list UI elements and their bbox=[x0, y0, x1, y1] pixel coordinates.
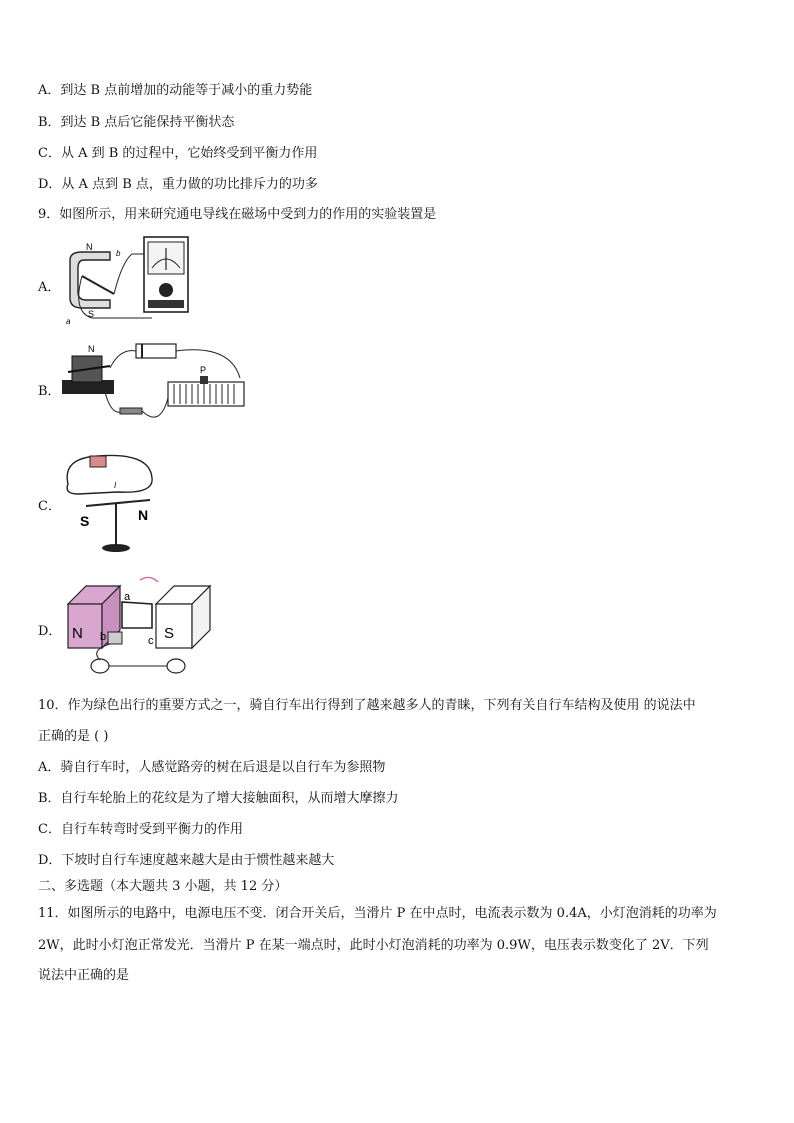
battery bbox=[90, 456, 106, 467]
wire-loop bbox=[67, 455, 152, 494]
q9-option-a-label: A． bbox=[38, 280, 61, 295]
galvanometer-knob bbox=[159, 283, 173, 297]
fig-b-p-label: P bbox=[200, 365, 207, 375]
fig-a-a-label: a bbox=[66, 317, 71, 326]
commutator bbox=[108, 632, 122, 644]
fig-a-n-label: N bbox=[86, 242, 93, 252]
q8-option-c: C．从 A 到 B 的过程中，它始终受到平衡力作用 bbox=[38, 146, 318, 161]
q9-option-d-label: D． bbox=[38, 624, 62, 639]
fig-d-c-label: c bbox=[148, 635, 154, 647]
q8-option-d: D．从 A 点到 B 点，重力做的功比排斥力的功多 bbox=[38, 177, 318, 192]
fig-c-n-label: N bbox=[138, 507, 149, 523]
fig-c-s-label: S bbox=[80, 513, 90, 529]
q11-stem-line1: 11．如图所示的电路中，电源电压不变．闭合开关后，当滑片 P 在中点时，电流表示数为 0.4A，小灯泡消耗的功率为 bbox=[38, 906, 717, 921]
brush-right bbox=[167, 659, 185, 673]
q8-option-b: B．到达 B 点后它能保持平衡状态 bbox=[38, 115, 235, 130]
fig-a-s-label: S bbox=[88, 309, 95, 319]
fig-d-a-label: a bbox=[124, 591, 131, 603]
rheostat bbox=[168, 382, 244, 406]
section-heading-multiple-choice: 二、多选题（本大题共 3 小题，共 12 分） bbox=[38, 879, 288, 894]
fig-d-n-label: N bbox=[72, 625, 83, 642]
q10-option-a: A．骑自行车时，人感觉路旁的树在后退是以自行车为参照物 bbox=[38, 760, 386, 775]
q10-option-c: C．自行车转弯时受到平衡力的作用 bbox=[38, 822, 243, 837]
q8-option-a: A．到达 B 点前增加的动能等于减小的重力势能 bbox=[38, 83, 313, 98]
q9-option-c-label: C． bbox=[38, 499, 61, 514]
q10-option-b: B．自行车轮胎上的花纹是为了增大接触面积，从而增大摩擦力 bbox=[38, 791, 399, 806]
rotation-arrow bbox=[140, 577, 158, 582]
fig-d-b-label: b bbox=[100, 631, 107, 643]
figure-a-galvanometer-setup bbox=[62, 232, 192, 327]
q10-stem-line1: 10．作为绿色出行的重要方式之一，骑自行车出行得到了越来越多人的青睐，下列有关自行车结构及使用 的说法中 bbox=[38, 698, 696, 713]
brush-left bbox=[91, 659, 109, 673]
q10-option-d: D．下坡时自行车速度越来越大是由于惯性越来越大 bbox=[38, 853, 335, 868]
figure-b-rheostat-setup bbox=[60, 338, 250, 433]
q10-stem-line2: 正确的是 ( ) bbox=[38, 729, 109, 744]
switch bbox=[120, 408, 142, 414]
conductor-rod bbox=[82, 276, 114, 294]
fig-b-n-label: N bbox=[88, 344, 95, 354]
figure-c-oersted-setup bbox=[58, 448, 168, 558]
fig-c-i-label: I bbox=[114, 481, 117, 490]
compass-needle bbox=[86, 500, 150, 506]
q11-stem-line3: 说法中正确的是 bbox=[38, 968, 130, 983]
figure-d-motor-setup bbox=[60, 570, 220, 685]
needle-stand bbox=[102, 544, 130, 552]
rheostat-slider bbox=[200, 376, 208, 384]
fig-d-s-label: S bbox=[164, 625, 175, 642]
q9-option-b-label: B． bbox=[38, 384, 61, 399]
fig-a-b-label: b bbox=[116, 249, 121, 258]
q11-stem-line2: 2W，此时小灯泡正常发光．当滑片 P 在某一端点时，此时小灯泡消耗的功率为 0.9W，电压表示数变化了 2V．下列 bbox=[38, 938, 709, 953]
q9-stem: 9．如图所示，用来研究通电导线在磁场中受到力的作用的实验装置是 bbox=[38, 207, 437, 222]
coil bbox=[122, 602, 152, 628]
